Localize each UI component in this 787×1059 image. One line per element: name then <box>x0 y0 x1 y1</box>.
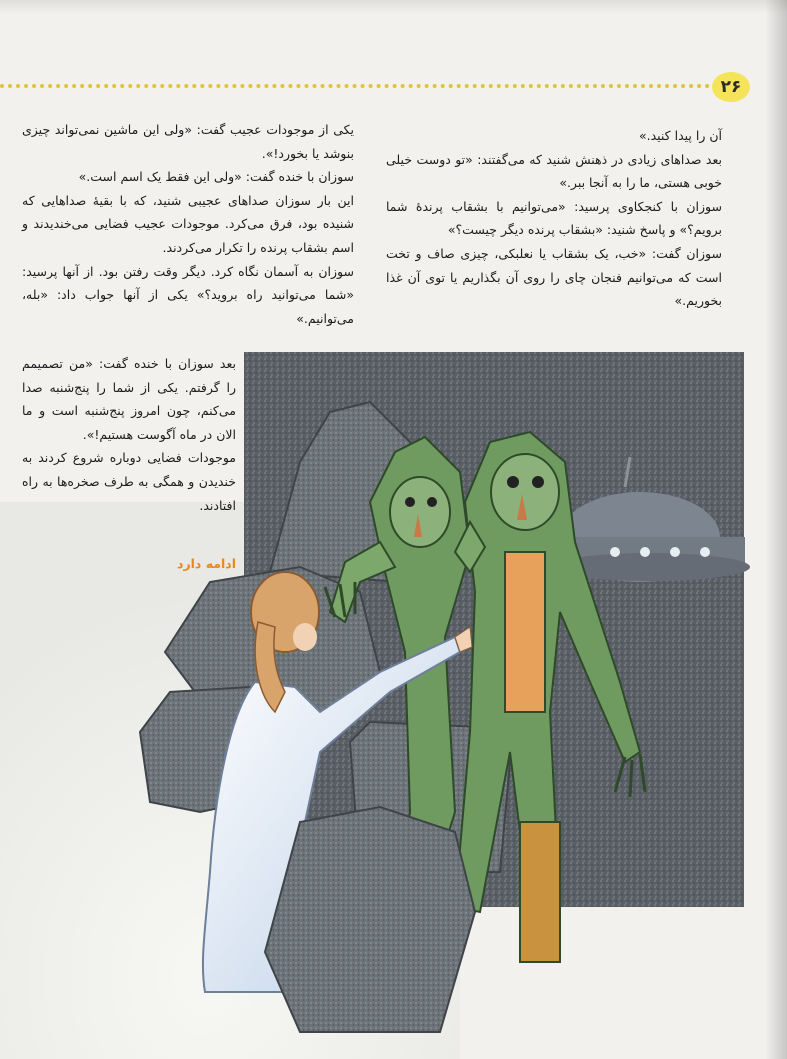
paragraph: سوزان گفت: «خب، یک بشقاب یا نعلبکی، چیزی صاف و تخت است که می‌توانیم فنجان چای را روی آن بگذاریم یا توی آن غذا بخوریم.» <box>386 245 722 309</box>
front-rock <box>265 807 475 1032</box>
paragraph: این بار سوزان صداهای عجیبی شنید، که با بقیهٔ صداهایی که شنیده بود، فرق می‌کرد. موجودات عجیب فضایی می‌خندیدند و اسم بشقاب پرنده را تکرار می‌کردند. <box>22 192 354 255</box>
story-text-left-bottom-column <box>22 352 236 517</box>
paragraph: سوزان به آسمان نگاه کرد. دیگر وقت رفتن بود. از آنها پرسید: «شما می‌توانید راه بروید؟» یکی از آنها جواب داد: «بله، می‌توانیم.» <box>22 263 354 326</box>
page-top-shadow <box>0 0 787 14</box>
paragraph: بعد سوزان با خنده گفت: «من تصمیمم را گرفتم. یکی از شما را پنج‌شنبه صدا می‌کنم، چون امروز پنج‌شنبه است و ما الان در ماه آگوست هستیم!». <box>22 356 236 442</box>
paragraph: سوزان با کنجکاوی پرسید: «می‌توانیم با بشقاب پرندهٔ شما برویم؟» و پاسخ شنید: «بشقاب پرنده دیگر چیست؟» <box>386 198 722 238</box>
story-text-right-column <box>386 124 722 313</box>
continued-label: ادامه دارد <box>177 556 236 571</box>
paragraph: آن را پیدا کنید.» <box>638 128 722 143</box>
header-dotted-rule <box>0 84 718 88</box>
paragraph: موجودات فضایی دوباره شروع کردند به خندیدن و همگی به طرف صخره‌ها به راه افتادند. <box>22 450 236 513</box>
page-number: ۲۶ <box>712 72 750 102</box>
paragraph: سوزان با خنده گفت: «ولی این فقط یک اسم است.» <box>78 169 354 185</box>
story-text-left-top-column <box>22 118 354 330</box>
paragraph: یکی از موجودات عجیب گفت: «ولی این ماشین نمی‌تواند چیزی بنوشد یا بخورد!». <box>22 122 354 161</box>
paragraph: بعد صداهای زیادی در ذهنش شنید که می‌گفتند: «تو دوست خیلی خوبی هستی، ما را به آنجا ببر.» <box>386 151 722 191</box>
